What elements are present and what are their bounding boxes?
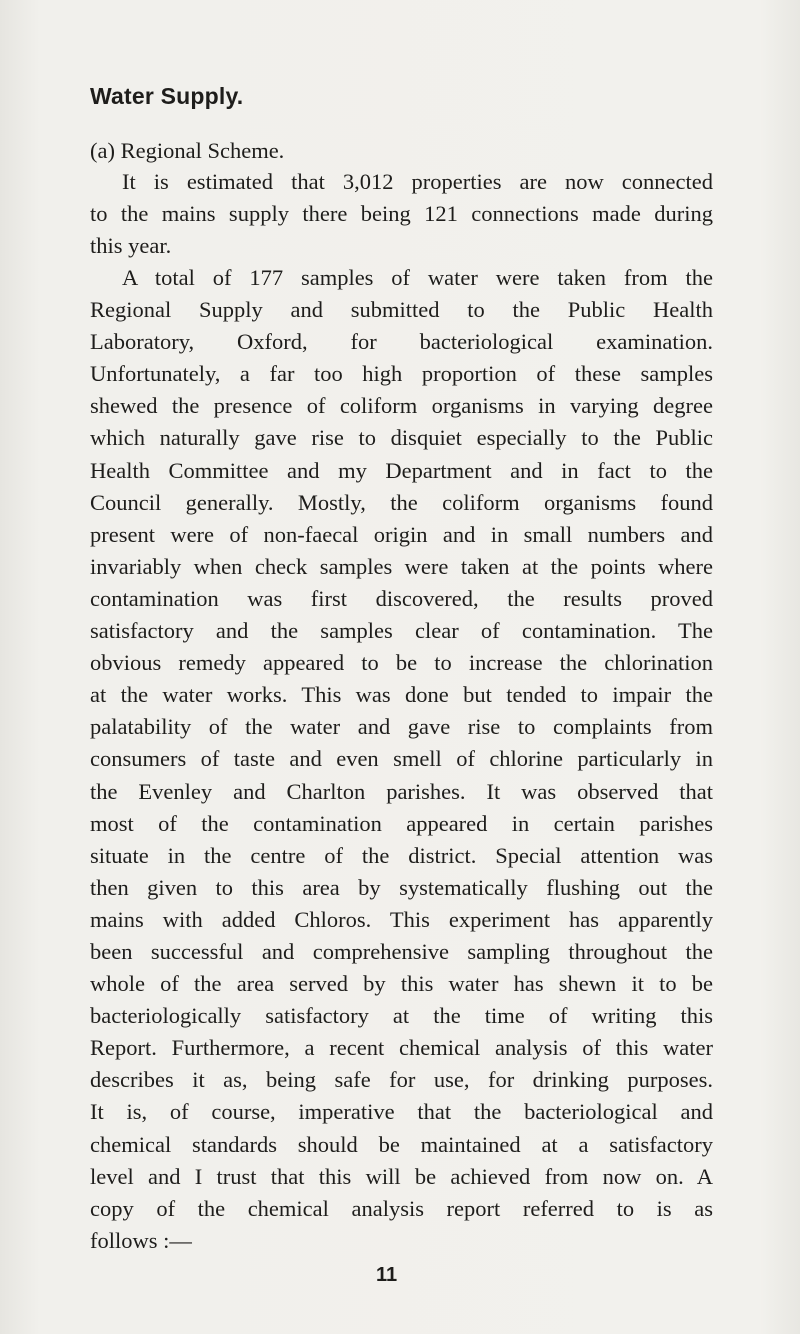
text-line: at the water works. This was done but tended to impair the <box>90 682 713 708</box>
text-line: contamination was first discovered, the results proved <box>90 585 713 611</box>
text-line: whole of the area served by this water has shewn it to be <box>90 971 713 997</box>
text-line: which naturally gave rise to disquiet especially to the Public <box>90 425 713 451</box>
text-line: this year. <box>90 233 172 259</box>
text-line: present were of non-faecal origin and in small numbers and <box>90 521 713 547</box>
paragraph-samples <box>90 262 713 1257</box>
section-heading: Water Supply. <box>90 83 244 109</box>
text-line: Report. Furthermore, a recent chemical analysis of this water <box>90 1035 713 1061</box>
text-line: level and I trust that this will be achieved from now on. A <box>90 1163 713 1189</box>
text-line: the Evenley and Charlton parishes. It was observed that <box>90 778 713 804</box>
text-line: satisfactory and the samples clear of contamination. The <box>90 618 713 644</box>
text-line: It is, of course, imperative that the bacteriological and <box>90 1099 713 1125</box>
text-line: Regional Supply and submitted to the Public Health <box>90 297 713 323</box>
text-line: to the mains supply there being 121 connections made during <box>90 201 713 227</box>
text-line: obvious remedy appeared to be to increase the chlorination <box>90 650 713 676</box>
text-line: been successful and comprehensive sampling throughout the <box>90 938 713 964</box>
text-line: follows :— <box>90 1227 192 1253</box>
text-line: It is estimated that 3,012 properties are now connected <box>122 169 713 194</box>
text-line: bacteriologically satisfactory at the time of writing this <box>90 1003 713 1029</box>
text-line: describes it as, being safe for use, for drinking purposes. <box>90 1067 713 1093</box>
text-line: palatability of the water and gave rise to complaints from <box>90 714 713 740</box>
text-line: Council generally. Mostly, the coliform organisms found <box>90 489 713 515</box>
subsection-heading: (a) Regional Scheme. <box>90 138 285 163</box>
text-line: Unfortunately, a far too high proportion of these samples <box>90 361 713 387</box>
page-number: 11 <box>376 1264 398 1286</box>
text-line: most of the contamination appeared in certain parishes <box>90 810 713 836</box>
text-line: mains with added Chloros. This experiment has apparently <box>90 906 713 932</box>
text-line: consumers of taste and even smell of chlorine particularly in <box>90 746 713 772</box>
text-line: A total of 177 samples of water were taken from the <box>122 265 713 290</box>
text-line: Health Committee and my Department and in fact to the <box>90 457 713 483</box>
text-line: invariably when check samples were taken at the points where <box>90 553 713 579</box>
text-line: Laboratory, Oxford, for bacteriological examination. <box>90 329 713 355</box>
text-line: copy of the chemical analysis report referred to is as <box>90 1195 713 1221</box>
text-line: situate in the centre of the district. Special attention was <box>90 842 713 868</box>
text-line: shewed the presence of coliform organisms in varying degree <box>90 393 713 419</box>
text-line: then given to this area by systematically flushing out the <box>90 874 713 900</box>
text-line: chemical standards should be maintained at a satisfactory <box>90 1131 713 1157</box>
paragraph-properties <box>90 166 713 262</box>
